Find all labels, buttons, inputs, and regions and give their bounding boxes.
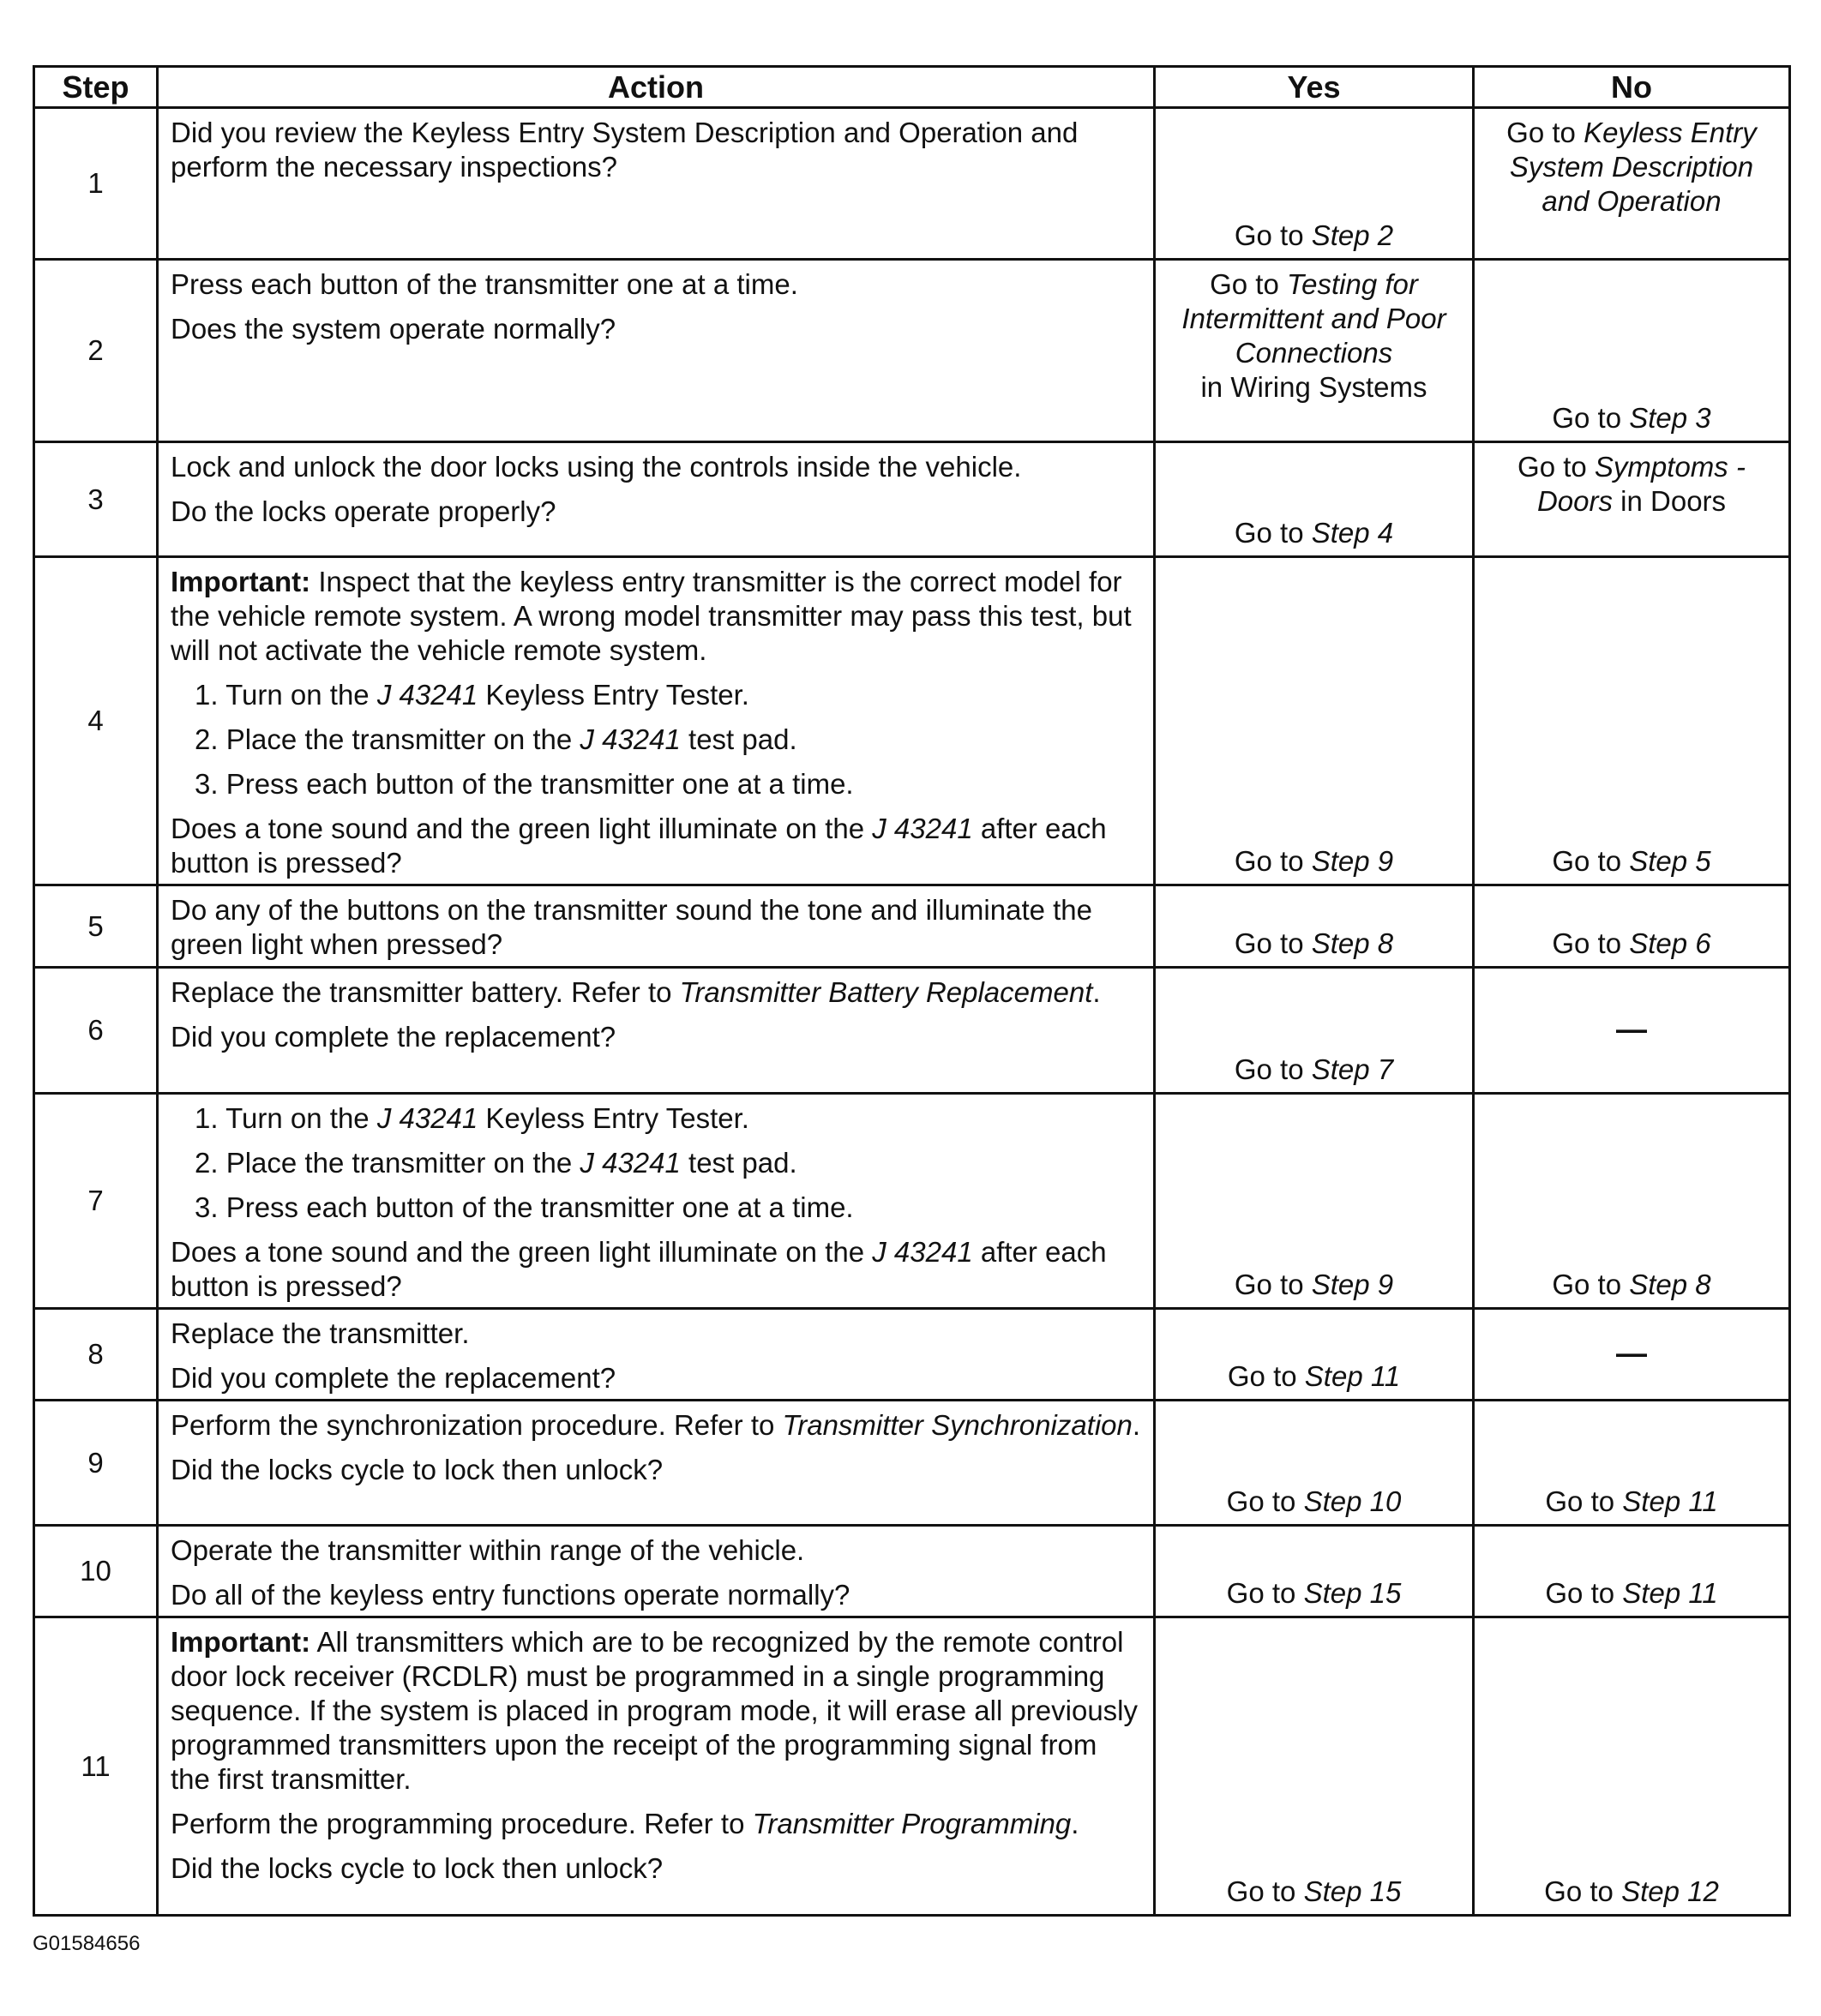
no-result-cell: [1474, 1309, 1790, 1401]
reference-text: Step 5: [1629, 845, 1711, 877]
text-segment: Go to: [1234, 219, 1312, 251]
no-result-cell: [1474, 1526, 1790, 1617]
action-paragraph: [171, 1408, 1141, 1443]
text-segment: Go to: [1226, 1577, 1304, 1609]
result-text: [1485, 1485, 1778, 1519]
reference-text: Step 10: [1303, 1485, 1402, 1517]
result-text: [1166, 370, 1462, 405]
list-number: 3.: [195, 1191, 219, 1223]
action-paragraph: [171, 565, 1141, 668]
reference-text: Transmitter Programming: [752, 1808, 1072, 1839]
step-number: 9: [34, 1401, 158, 1526]
list-number: 2.: [195, 1147, 219, 1179]
text-segment: Go to: [1227, 1360, 1305, 1392]
result-text: [1166, 267, 1462, 370]
table-row: [34, 1094, 1790, 1309]
list-number: 2.: [195, 723, 219, 755]
reference-text: Step 2: [1311, 219, 1394, 251]
result-text: [1485, 116, 1778, 219]
action-cell: [158, 1309, 1155, 1401]
reference-text: Step 8: [1311, 927, 1394, 959]
table-row: [34, 1401, 1790, 1526]
text-segment: Turn on the: [225, 679, 377, 711]
text-segment: Did the locks cycle to lock then unlock?: [171, 1454, 664, 1485]
result-text: [1485, 927, 1778, 961]
action-cell: [158, 557, 1155, 885]
reference-text: Transmitter Synchronization: [782, 1409, 1133, 1441]
step-number: 6: [34, 968, 158, 1094]
text-segment: Go to: [1234, 845, 1312, 877]
table-row: [34, 968, 1790, 1094]
yes-result-cell: [1155, 1617, 1474, 1916]
text-segment: test pad.: [680, 1147, 797, 1179]
text-segment: Go to: [1552, 1269, 1630, 1300]
result-text: [1485, 844, 1778, 879]
diagnostic-table: [33, 65, 1791, 1917]
action-paragraph: [171, 1317, 1141, 1351]
reference-text: Step 11: [1622, 1577, 1718, 1609]
text-segment: Keyless Entry Tester.: [478, 1102, 749, 1134]
text-segment: Go to: [1552, 845, 1630, 877]
result-text: [1485, 401, 1778, 435]
reference-text: Step 8: [1629, 1269, 1711, 1300]
text-segment: in Wiring Systems: [1200, 371, 1427, 403]
text-segment: after each button is pressed?: [171, 813, 1107, 879]
result-text: [1166, 1359, 1462, 1394]
action-cell: [158, 885, 1155, 968]
text-segment: .: [1092, 976, 1101, 1008]
action-cell: [158, 1617, 1155, 1916]
not-applicable-dash: [1485, 1336, 1778, 1371]
text-segment: Does a tone sound and the green light illuminate on the: [171, 813, 873, 844]
action-paragraph: [171, 267, 1141, 302]
action-paragraph: [171, 1235, 1141, 1304]
no-result-cell: [1474, 557, 1790, 885]
no-result-cell: [1474, 108, 1790, 260]
yes-result-cell: [1155, 442, 1474, 557]
result-text: [1166, 1576, 1462, 1611]
result-text: [1166, 516, 1462, 550]
bold-label: Important:: [171, 566, 311, 597]
text-segment: Did you complete the replacement?: [171, 1362, 616, 1394]
result-text: [1166, 219, 1462, 253]
list-item: [171, 1101, 1141, 1136]
text-segment: Does a tone sound and the green light illuminate on the: [171, 1236, 873, 1268]
text-segment: .: [1132, 1409, 1141, 1441]
list-item: [171, 1191, 1141, 1225]
list-number: 3.: [195, 768, 219, 800]
yes-result-cell: [1155, 885, 1474, 968]
text-segment: Go to: [1552, 927, 1630, 959]
no-result-cell: [1474, 1401, 1790, 1526]
result-text: [1485, 1875, 1778, 1909]
result-text: [1485, 450, 1778, 519]
header-step: Step: [34, 67, 158, 108]
header-no: No: [1474, 67, 1790, 108]
text-segment: Does the system operate normally?: [171, 313, 616, 345]
list-item: [171, 767, 1141, 801]
list-item: [171, 678, 1141, 712]
table-row: [34, 260, 1790, 442]
no-result-cell: [1474, 1094, 1790, 1309]
yes-result-cell: [1155, 260, 1474, 442]
text-segment: Perform the programming procedure. Refer to: [171, 1808, 753, 1839]
yes-result-cell: [1155, 108, 1474, 260]
result-text: [1166, 1875, 1462, 1909]
text-segment: Inspect that the keyless entry transmitter is the correct model for the vehicle remote system. A wrong model transmitter may pass this test, but will not activate the vehicle remote system.: [171, 566, 1132, 666]
header-row: [34, 67, 1790, 108]
figure-id: G01584656: [33, 1932, 141, 1955]
reference-text: Step 7: [1311, 1053, 1394, 1085]
text-segment: test pad.: [680, 723, 797, 755]
text-segment: All transmitters which are to be recognized by the remote control door lock receiver (RCDLR) must be programmed in a single programming sequence. If the system is placed in program mode, it will erase all previously programmed transmitters upon the receipt of the programming signal from the first transmitter.: [171, 1626, 1139, 1795]
reference-text: Step 4: [1311, 517, 1394, 549]
text-segment: Press each button of the transmitter one at a time.: [225, 768, 854, 800]
reference-text: J 43241: [580, 723, 681, 755]
yes-result-cell: [1155, 1401, 1474, 1526]
action-paragraph: [171, 495, 1141, 529]
reference-text: J 43241: [580, 1147, 681, 1179]
no-result-cell: [1474, 968, 1790, 1094]
reference-text: J 43241: [872, 1236, 973, 1268]
reference-text: Step 11: [1622, 1485, 1718, 1517]
step-number: 1: [34, 108, 158, 260]
action-cell: [158, 442, 1155, 557]
yes-result-cell: [1155, 557, 1474, 885]
action-cell: [158, 1401, 1155, 1526]
action-paragraph: [171, 975, 1141, 1010]
action-paragraph: [171, 1533, 1141, 1568]
reference-text: Step 6: [1629, 927, 1711, 959]
action-cell: [158, 1094, 1155, 1309]
yes-result-cell: [1155, 1309, 1474, 1401]
result-text: [1166, 1268, 1462, 1302]
reference-text: J 43241: [376, 679, 478, 711]
yes-result-cell: [1155, 1094, 1474, 1309]
no-result-cell: [1474, 1617, 1790, 1916]
step-number: 4: [34, 557, 158, 885]
reference-text: Step 9: [1311, 845, 1394, 877]
table-row: [34, 1526, 1790, 1617]
text-segment: Place the transmitter on the: [225, 723, 580, 755]
text-segment: Replace the transmitter.: [171, 1317, 470, 1349]
step-number: 7: [34, 1094, 158, 1309]
text-segment: —: [1616, 1011, 1647, 1047]
reference-text: Step 3: [1629, 402, 1711, 434]
action-cell: [158, 968, 1155, 1094]
text-segment: Press each button of the transmitter one at a time.: [171, 268, 798, 300]
header-yes: Yes: [1155, 67, 1474, 108]
text-segment: Go to: [1234, 517, 1312, 549]
text-segment: Do all of the keyless entry functions operate normally?: [171, 1579, 850, 1611]
text-segment: Go to: [1545, 1485, 1623, 1517]
no-result-cell: [1474, 260, 1790, 442]
text-segment: Go to: [1234, 1269, 1312, 1300]
reference-text: J 43241: [376, 1102, 478, 1134]
text-segment: Go to: [1552, 402, 1630, 434]
action-paragraph: [171, 1578, 1141, 1612]
text-segment: Go to: [1544, 1875, 1622, 1907]
reference-text: Keyless Entry System Description and Operation: [1509, 117, 1757, 217]
text-segment: Turn on the: [225, 1102, 377, 1134]
text-segment: Replace the transmitter battery. Refer to: [171, 976, 680, 1008]
table-row: [34, 1617, 1790, 1916]
text-segment: Did the locks cycle to lock then unlock?: [171, 1852, 664, 1884]
yes-result-cell: [1155, 1526, 1474, 1617]
text-segment: Go to: [1234, 1053, 1312, 1085]
action-paragraph: [171, 312, 1141, 346]
list-number: 1.: [195, 679, 219, 711]
yes-result-cell: [1155, 968, 1474, 1094]
reference-text: Step 9: [1311, 1269, 1394, 1300]
result-text: [1485, 1268, 1778, 1302]
bold-label: Important:: [171, 1626, 311, 1658]
action-paragraph: [171, 450, 1141, 484]
action-paragraph: [171, 116, 1141, 184]
not-applicable-dash: [1485, 1012, 1778, 1047]
text-segment: Operate the transmitter within range of the vehicle.: [171, 1534, 805, 1566]
text-segment: Go to: [1518, 451, 1595, 483]
table-row: [34, 557, 1790, 885]
text-segment: Do any of the buttons on the transmitter sound the tone and illuminate the green light when pressed?: [171, 894, 1093, 960]
text-segment: .: [1071, 1808, 1079, 1839]
no-result-cell: [1474, 442, 1790, 557]
table-row: [34, 442, 1790, 557]
list-item: [171, 1146, 1141, 1180]
action-cell: [158, 108, 1155, 260]
table-body: [34, 108, 1790, 1916]
text-segment: after each button is pressed?: [171, 1236, 1107, 1302]
step-number: 3: [34, 442, 158, 557]
result-text: [1166, 1053, 1462, 1087]
text-segment: Perform the synchronization procedure. Refer to: [171, 1409, 783, 1441]
table-row: [34, 1309, 1790, 1401]
action-paragraph: [171, 812, 1141, 880]
step-number: 8: [34, 1309, 158, 1401]
text-segment: in Doors: [1612, 485, 1727, 517]
text-segment: Place the transmitter on the: [225, 1147, 580, 1179]
reference-text: Symptoms - Doors: [1536, 451, 1746, 517]
text-segment: Go to: [1234, 927, 1312, 959]
action-cell: [158, 1526, 1155, 1617]
text-segment: Go to: [1545, 1577, 1623, 1609]
reference-text: Step 12: [1621, 1875, 1719, 1907]
result-text: [1166, 927, 1462, 961]
action-paragraph: [171, 1807, 1141, 1841]
action-paragraph: [171, 1625, 1141, 1797]
reference-text: Transmitter Battery Replacement: [679, 976, 1093, 1008]
result-text: [1166, 1485, 1462, 1519]
text-segment: Did you review the Keyless Entry System Description and Operation and perform the necessary inspections?: [171, 117, 1079, 183]
text-segment: Go to: [1506, 117, 1584, 148]
text-segment: Keyless Entry Tester.: [478, 679, 749, 711]
list-item: [171, 723, 1141, 757]
step-number: 10: [34, 1526, 158, 1617]
list-number: 1.: [195, 1102, 219, 1134]
reference-text: Step 15: [1303, 1577, 1402, 1609]
step-number: 11: [34, 1617, 158, 1916]
result-text: [1485, 1576, 1778, 1611]
step-number: 5: [34, 885, 158, 968]
text-segment: —: [1616, 1335, 1647, 1371]
action-paragraph: [171, 893, 1141, 962]
no-result-cell: [1474, 885, 1790, 968]
text-segment: Did you complete the replacement?: [171, 1021, 616, 1053]
reference-text: Step 15: [1303, 1875, 1402, 1907]
reference-text: Testing for Intermittent and Poor Connections: [1181, 268, 1446, 369]
result-text: [1166, 844, 1462, 879]
action-paragraph: [171, 1020, 1141, 1054]
text-segment: Press each button of the transmitter one at a time.: [225, 1191, 854, 1223]
text-segment: Go to: [1226, 1485, 1304, 1517]
header-action: Action: [158, 67, 1155, 108]
reference-text: Step 11: [1304, 1360, 1401, 1392]
reference-text: J 43241: [872, 813, 973, 844]
text-segment: Go to: [1226, 1875, 1304, 1907]
text-segment: Do the locks operate properly?: [171, 495, 556, 527]
text-segment: Lock and unlock the door locks using the controls inside the vehicle.: [171, 451, 1022, 483]
table-row: [34, 108, 1790, 260]
action-paragraph: [171, 1851, 1141, 1886]
action-paragraph: [171, 1361, 1141, 1395]
action-paragraph: [171, 1453, 1141, 1487]
table-row: [34, 885, 1790, 968]
text-segment: Go to: [1210, 268, 1287, 300]
step-number: 2: [34, 260, 158, 442]
action-cell: [158, 260, 1155, 442]
